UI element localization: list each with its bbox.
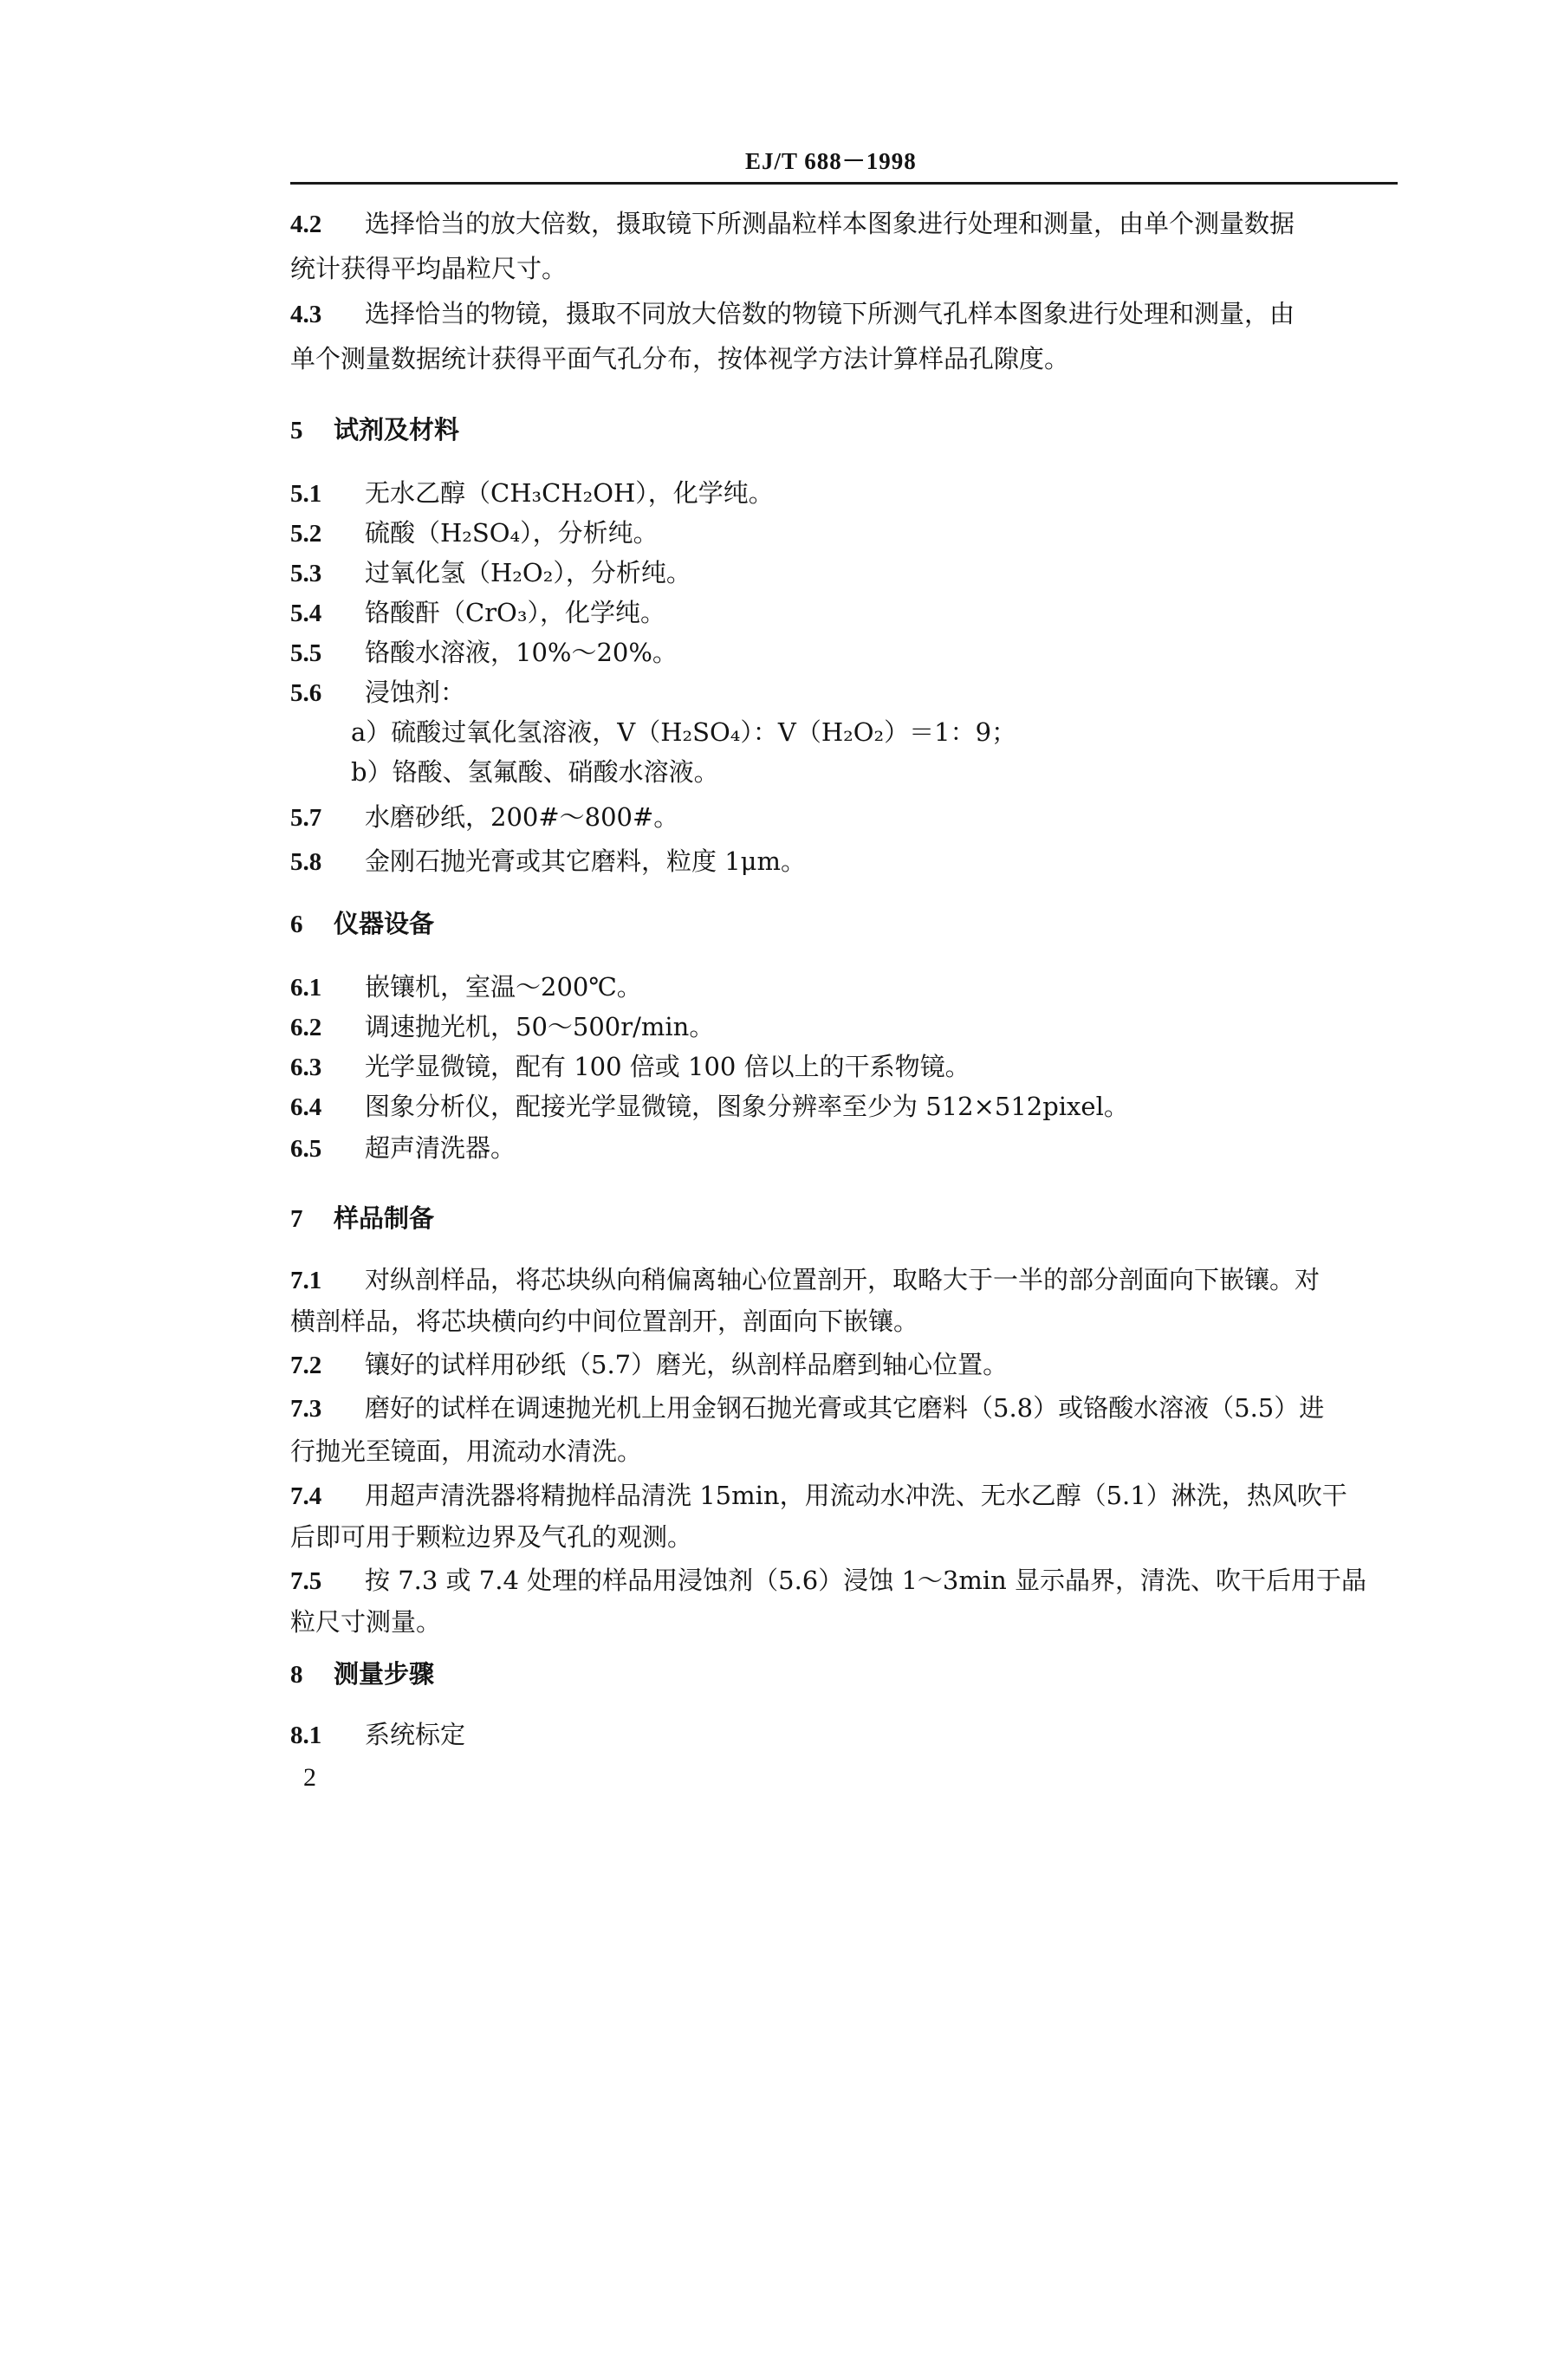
clause-6-5 [290, 1131, 516, 1166]
clause-text: 光学显微镜，配有 100 倍或 100 倍以上的干系物镜。 [365, 1052, 970, 1081]
clause-number: 6.2 [290, 1014, 322, 1041]
clause-7-3-continuation: 行抛光至镜面，用流动水清洗。 [290, 1436, 643, 1466]
clause-4-2 [290, 206, 1295, 242]
section-title: 试剂及材料 [334, 415, 460, 444]
clause-5-2 [290, 516, 659, 551]
clause-text: 按 7.3 或 7.4 处理的样品用浸蚀剂（5.6）浸蚀 1～3min 显示晶界，清洗、吹干后用于晶 [365, 1566, 1367, 1595]
clause-7-4-continuation: 后即可用于颗粒边界及气孔的观测。 [290, 1522, 693, 1552]
section-7-heading [290, 1201, 434, 1236]
clause-5-3 [290, 555, 691, 591]
clause-number: 6.1 [290, 974, 322, 1002]
clause-7-5 [290, 1563, 1366, 1599]
clause-number: 5.1 [290, 480, 322, 508]
clause-number: 5.2 [290, 520, 322, 548]
clause-4-3-continuation: 单个测量数据统计获得平面气孔分布，按体视学方法计算样品孔隙度。 [290, 344, 1070, 373]
clause-7-3 [290, 1391, 1324, 1426]
clause-text: 过氧化氢（H₂O₂），分析纯。 [365, 558, 691, 587]
section-5-heading [290, 412, 459, 448]
clause-number: 5.7 [290, 804, 322, 832]
clause-6-2 [290, 1009, 714, 1045]
clause-4-2-continuation: 统计获得平均晶粒尺寸。 [290, 254, 568, 283]
clause-number: 5.8 [290, 848, 322, 876]
section-number: 8 [290, 1661, 303, 1689]
clause-text: 硫酸（H₂SO₄），分析纯。 [365, 518, 659, 548]
clause-number: 5.5 [290, 639, 322, 667]
clause-number: 7.5 [290, 1567, 322, 1595]
section-number: 7 [290, 1205, 303, 1233]
clause-number: 7.3 [290, 1395, 322, 1423]
clause-number: 7.2 [290, 1352, 322, 1379]
clause-6-4 [290, 1089, 1129, 1125]
clause-number: 6.4 [290, 1093, 322, 1121]
clause-text: 镶好的试样用砂纸（5.7）磨光，纵剖样品磨到轴心位置。 [365, 1350, 1009, 1379]
clause-number: 6.3 [290, 1054, 322, 1081]
page-number: 2 [303, 1763, 316, 1792]
clause-5-4 [290, 595, 665, 631]
clause-text: 铬酸水溶液，10%～20%。 [365, 638, 678, 667]
section-title: 仪器设备 [334, 909, 435, 938]
clause-number: 7.1 [290, 1267, 322, 1294]
clause-6-3 [290, 1049, 970, 1085]
clause-5-6 [290, 675, 465, 710]
clause-text: 用超声清洗器将精抛样品清洗 15min，用流动水冲洗、无水乙醇（5.1）淋洗，热风吹干 [365, 1481, 1347, 1510]
section-title: 测量步骤 [334, 1659, 435, 1689]
section-title: 样品制备 [334, 1203, 435, 1233]
clause-number: 4.2 [290, 211, 322, 238]
clause-4-3 [290, 296, 1295, 332]
clause-text: 选择恰当的物镜，摄取不同放大倍数的物镜下所测气孔样本图象进行处理和测量，由 [365, 299, 1295, 328]
etchant-b: b）铬酸、氢氟酸、硝酸水溶液。 [351, 757, 719, 787]
section-number: 6 [290, 911, 303, 938]
section-8-heading [290, 1657, 434, 1692]
clause-7-5-continuation: 粒尺寸测量。 [290, 1607, 442, 1637]
clause-text: 无水乙醇（CH₃CH₂OH），化学纯。 [365, 478, 774, 508]
clause-7-1 [290, 1262, 1320, 1298]
clause-text: 水磨砂纸，200#～800#。 [365, 802, 679, 832]
clause-text: 金刚石抛光膏或其它磨料，粒度 1μm。 [365, 846, 807, 876]
clause-text: 对纵剖样品，将芯块纵向稍偏离轴心位置剖开，取略大于一半的部分剖面向下嵌镶。对 [365, 1265, 1321, 1294]
page-header-code: EJ/T 688－1998 [745, 148, 917, 174]
clause-6-1 [290, 970, 642, 1005]
clause-text: 嵌镶机，室温～200℃。 [365, 972, 642, 1002]
clause-number: 5.4 [290, 600, 322, 627]
clause-text: 浸蚀剂： [365, 678, 466, 707]
clause-number: 4.3 [290, 301, 322, 328]
clause-text: 图象分析仪，配接光学显微镜，图象分辨率至少为 512×512pixel。 [365, 1092, 1129, 1121]
clause-number: 5.6 [290, 679, 322, 707]
clause-5-1 [290, 476, 774, 511]
clause-text: 超声清洗器。 [365, 1133, 516, 1163]
clause-text: 选择恰当的放大倍数，摄取镜下所测晶粒样本图象进行处理和测量，由单个测量数据 [365, 209, 1295, 238]
clause-7-2 [290, 1347, 1008, 1383]
etchant-a: a）硫酸过氧化氢溶液，V（H₂SO₄）：V（H₂O₂）＝1：9； [351, 717, 1017, 747]
clause-5-8 [290, 844, 806, 879]
section-6-heading [290, 906, 434, 942]
clause-number: 5.3 [290, 560, 322, 587]
clause-text: 系统标定 [365, 1720, 466, 1749]
section-number: 5 [290, 417, 303, 444]
clause-text: 磨好的试样在调速抛光机上用金钢石抛光膏或其它磨料（5.8）或铬酸水溶液（5.5）进 [365, 1393, 1325, 1423]
header-rule [290, 182, 1398, 185]
clause-8-1 [290, 1717, 465, 1753]
clause-5-5 [290, 635, 678, 671]
clause-number: 6.5 [290, 1135, 322, 1163]
clause-7-1-continuation: 横剖样品，将芯块横向约中间位置剖开，剖面向下嵌镶。 [290, 1307, 919, 1336]
clause-text: 铬酸酐（CrO₃），化学纯。 [365, 598, 665, 627]
clause-5-7 [290, 800, 678, 835]
clause-7-4 [290, 1478, 1347, 1514]
clause-text: 调速抛光机，50～500r/min。 [365, 1012, 715, 1041]
clause-number: 8.1 [290, 1722, 322, 1749]
clause-number: 7.4 [290, 1482, 322, 1510]
